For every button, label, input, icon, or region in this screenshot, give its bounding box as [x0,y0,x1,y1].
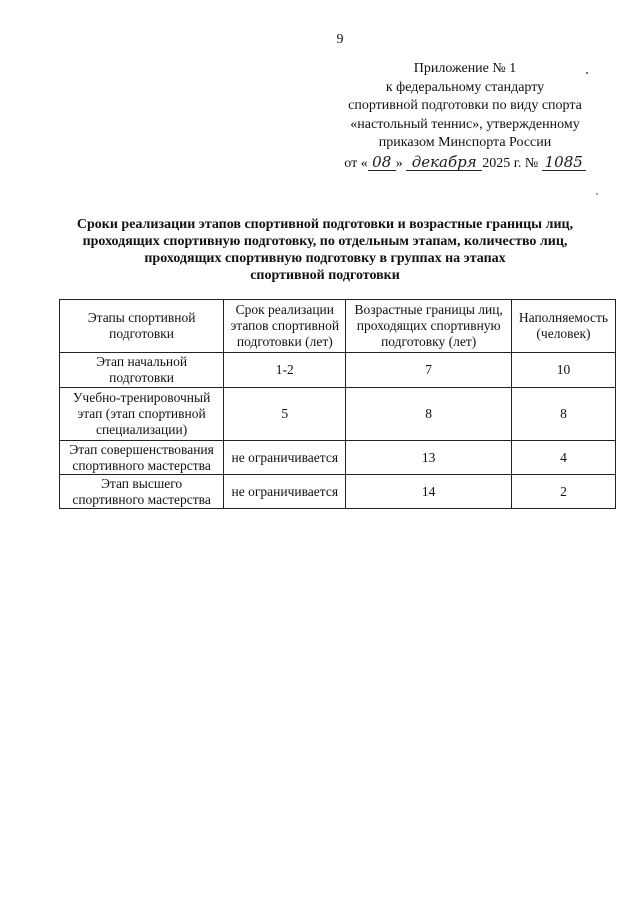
document-title [60,216,590,284]
date-prefix: от « [344,155,368,171]
title-line: проходящих спортивную подготовку, по отдельным этапам, количество лиц, [82,234,568,249]
group-size-cell: 10 [511,353,615,388]
stage-cell: Этап начальной подготовки [60,353,224,388]
title-line: проходящих спортивную подготовку в группах на этапах [144,251,506,266]
group-size-cell: 2 [511,475,615,509]
scan-speck [596,193,598,195]
duration-cell: 1-2 [224,353,346,388]
header-group-size: Наполняемость (человек) [511,300,615,353]
age-cell: 14 [346,475,512,509]
appendix-header [330,60,600,173]
appendix-line: «настольный теннис», утвержденному [350,116,580,132]
table-row [60,441,616,475]
stage-cell: Учебно-тренировочный этап (этап спортивной специализации) [60,388,224,441]
table-row [60,353,616,388]
stages-table [59,299,616,509]
appendix-label: Приложение № 1 [413,61,517,76]
age-cell: 8 [346,388,512,441]
duration-cell: не ограничивается [224,441,346,475]
appendix-line: приказом Минспорта России [378,135,552,150]
order-date-line [330,152,600,174]
stage-cell: Этап высшего спортивного мастерства [60,475,224,509]
page-number: 9 [336,32,344,47]
handwritten-day: 08 [368,155,396,171]
date-mid: » [395,155,403,171]
handwritten-month: декабря [406,155,482,171]
group-size-cell: 4 [511,441,615,475]
age-cell: 7 [346,353,512,388]
header-stage: Этапы спортивной подготовки [60,300,224,353]
header-age: Возрастные границы лиц, проходящих спортивную подготовку (лет) [346,300,512,353]
age-cell: 13 [346,441,512,475]
table-header-row [60,300,616,353]
header-duration: Срок реализации этапов спортивной подготовки (лет) [224,300,346,353]
appendix-line: спортивной подготовки по виду спорта [348,98,582,113]
appendix-line: к федеральному стандарту [385,79,545,95]
duration-cell: не ограничивается [224,475,346,509]
group-size-cell: 8 [511,388,615,441]
date-year: 2025 г. № [482,155,539,171]
table-row [60,388,616,441]
title-line: спортивной подготовки [250,268,400,283]
handwritten-order-number: 1085 [542,155,586,171]
table-row [60,475,616,509]
title-line: Сроки реализации этапов спортивной подготовки и возрастные границы лиц, [76,217,574,232]
duration-cell: 5 [224,388,346,441]
stage-cell: Этап совершенствования спортивного мастерства [60,441,224,475]
